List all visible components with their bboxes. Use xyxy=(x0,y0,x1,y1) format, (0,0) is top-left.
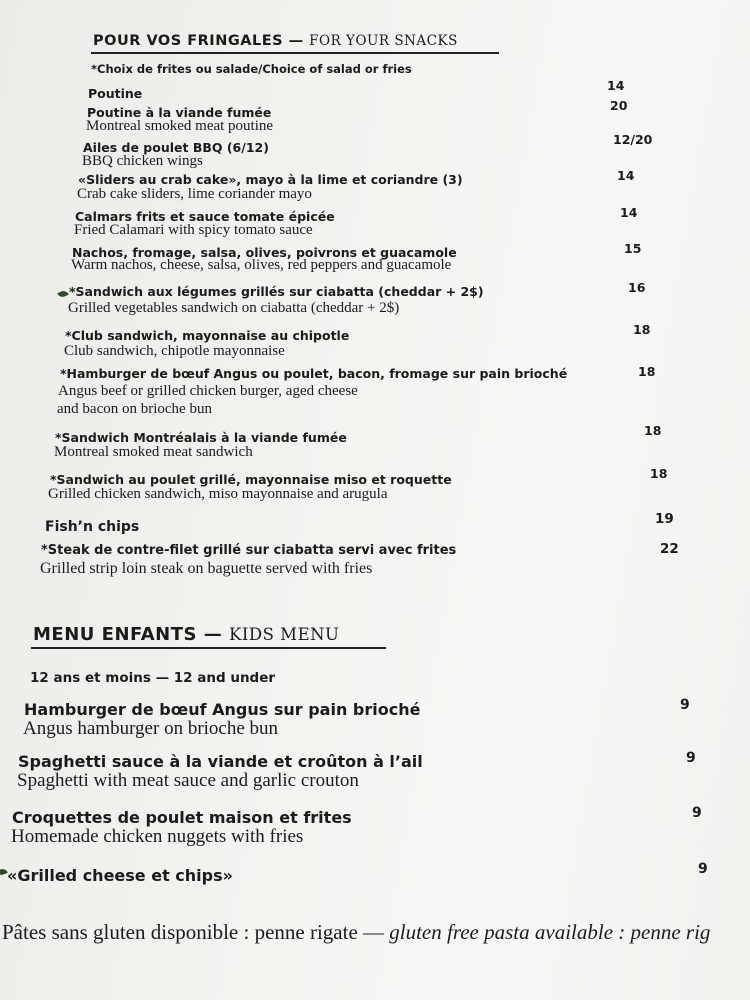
kids-title-dash: — xyxy=(203,624,223,645)
menu-item-en: Montreal smoked meat sandwich xyxy=(54,444,253,460)
kids-item-price: 9 xyxy=(698,861,708,877)
kids-item-fr: Croquettes de poulet maison et frites xyxy=(12,808,352,827)
menu-item-en: Grilled strip loin steak on baguette served with fries xyxy=(40,560,373,577)
menu-item-price: 18 xyxy=(644,423,662,438)
menu-item-price: 18 xyxy=(633,322,651,337)
snacks-section-title xyxy=(93,33,458,49)
menu-item-fr: Nachos, fromage, salsa, olives, poivrons et guacamole xyxy=(72,245,457,260)
kids-item-fr: Spaghetti sauce à la viande et croûton à l’ail xyxy=(18,752,423,771)
snacks-note: *Choix de frites ou salade/Choice of salad or fries xyxy=(91,62,412,76)
menu-item-price: 20 xyxy=(610,98,628,113)
menu-item-en: BBQ chicken wings xyxy=(82,153,203,169)
menu-item-price: 14 xyxy=(607,78,625,93)
kids-age-note: 12 ans et moins — 12 and under xyxy=(30,670,276,686)
gluten-free-note-fr: Pâtes sans gluten disponible : penne rigate — xyxy=(2,920,385,944)
menu-item-en: Angus beef or grilled chicken burger, aged cheese xyxy=(58,383,358,399)
kids-item-price: 9 xyxy=(692,805,702,821)
vegetarian-leaf-icon xyxy=(57,289,69,299)
menu-item-fr: *Hamburger de bœuf Angus ou poulet, bacon, fromage sur pain brioché xyxy=(60,366,568,381)
snacks-title-dash: — xyxy=(288,33,304,49)
menu-item-fr: Calmars frits et sauce tomate épicée xyxy=(75,209,335,224)
menu-item-en-line2: and bacon on brioche bun xyxy=(57,401,212,417)
menu-item-price: 14 xyxy=(617,168,635,183)
kids-item-price: 9 xyxy=(686,750,696,766)
menu-item-price: 14 xyxy=(620,205,638,220)
snacks-title-underline xyxy=(91,52,499,54)
menu-item-fr: Ailes de poulet BBQ (6/12) xyxy=(83,140,269,155)
kids-item-en: Angus hamburger on brioche bun xyxy=(23,718,279,739)
menu-item-fr: Poutine xyxy=(88,86,143,101)
menu-item-price: 18 xyxy=(638,364,656,379)
menu-item-fr: *Sandwich au poulet grillé, mayonnaise miso et roquette xyxy=(50,472,452,487)
menu-item-price: 18 xyxy=(650,466,668,481)
kids-title-en: KIDS MENU xyxy=(229,625,340,644)
kids-item-fr: «Grilled cheese et chips» xyxy=(7,866,233,885)
menu-item-en: Fried Calamari with spicy tomato sauce xyxy=(74,222,313,238)
menu-item-fr: «Sliders au crab cake», mayo à la lime et coriandre (3) xyxy=(78,172,463,187)
kids-section-title xyxy=(33,624,339,645)
gluten-free-note xyxy=(2,920,710,945)
menu-item-price: 22 xyxy=(660,541,679,557)
menu-item-fr: *Sandwich aux légumes grillés sur ciabatta (cheddar + 2$) xyxy=(69,284,484,299)
kids-item-en: Homemade chicken nuggets with fries xyxy=(11,826,304,847)
kids-item-fr: Hamburger de bœuf Angus sur pain brioché xyxy=(24,700,421,719)
menu-item-fr: *Sandwich Montréalais à la viande fumée xyxy=(55,430,347,445)
kids-title-underline xyxy=(31,647,386,649)
menu-item-en: Crab cake sliders, lime coriander mayo xyxy=(77,186,312,202)
menu-item-en: Club sandwich, chipotle mayonnaise xyxy=(64,343,285,359)
snacks-title-fr: POUR VOS FRINGALES xyxy=(93,33,284,49)
gluten-free-note-en: gluten free pasta available : penne rig xyxy=(389,920,711,944)
kids-item-price: 9 xyxy=(680,697,690,713)
menu-item-fr: *Club sandwich, mayonnaise au chipotle xyxy=(65,328,350,343)
menu-item-en: Grilled vegetables sandwich on ciabatta (cheddar + 2$) xyxy=(68,300,400,316)
menu-item-en: Montreal smoked meat poutine xyxy=(86,118,274,134)
snacks-title-en: FOR YOUR SNACKS xyxy=(309,33,458,49)
menu-item-price: 16 xyxy=(628,280,646,295)
menu-item-price: 15 xyxy=(624,241,642,256)
menu-item-fr: Fish’n chips xyxy=(45,519,140,535)
kids-title-fr: MENU ENFANTS xyxy=(33,624,197,645)
menu-item-fr: Poutine à la viande fumée xyxy=(87,105,272,120)
menu-item-en: Warm nachos, cheese, salsa, olives, red peppers and guacamole xyxy=(71,257,452,273)
menu-item-fr: *Steak de contre-filet grillé sur ciabatta servi avec frites xyxy=(41,543,457,558)
kids-item-en: Spaghetti with meat sauce and garlic crouton xyxy=(17,770,359,791)
menu-item-price: 19 xyxy=(655,511,674,527)
menu-item-en: Grilled chicken sandwich, miso mayonnaise and arugula xyxy=(48,486,388,502)
menu-item-price: 12/20 xyxy=(613,132,653,147)
